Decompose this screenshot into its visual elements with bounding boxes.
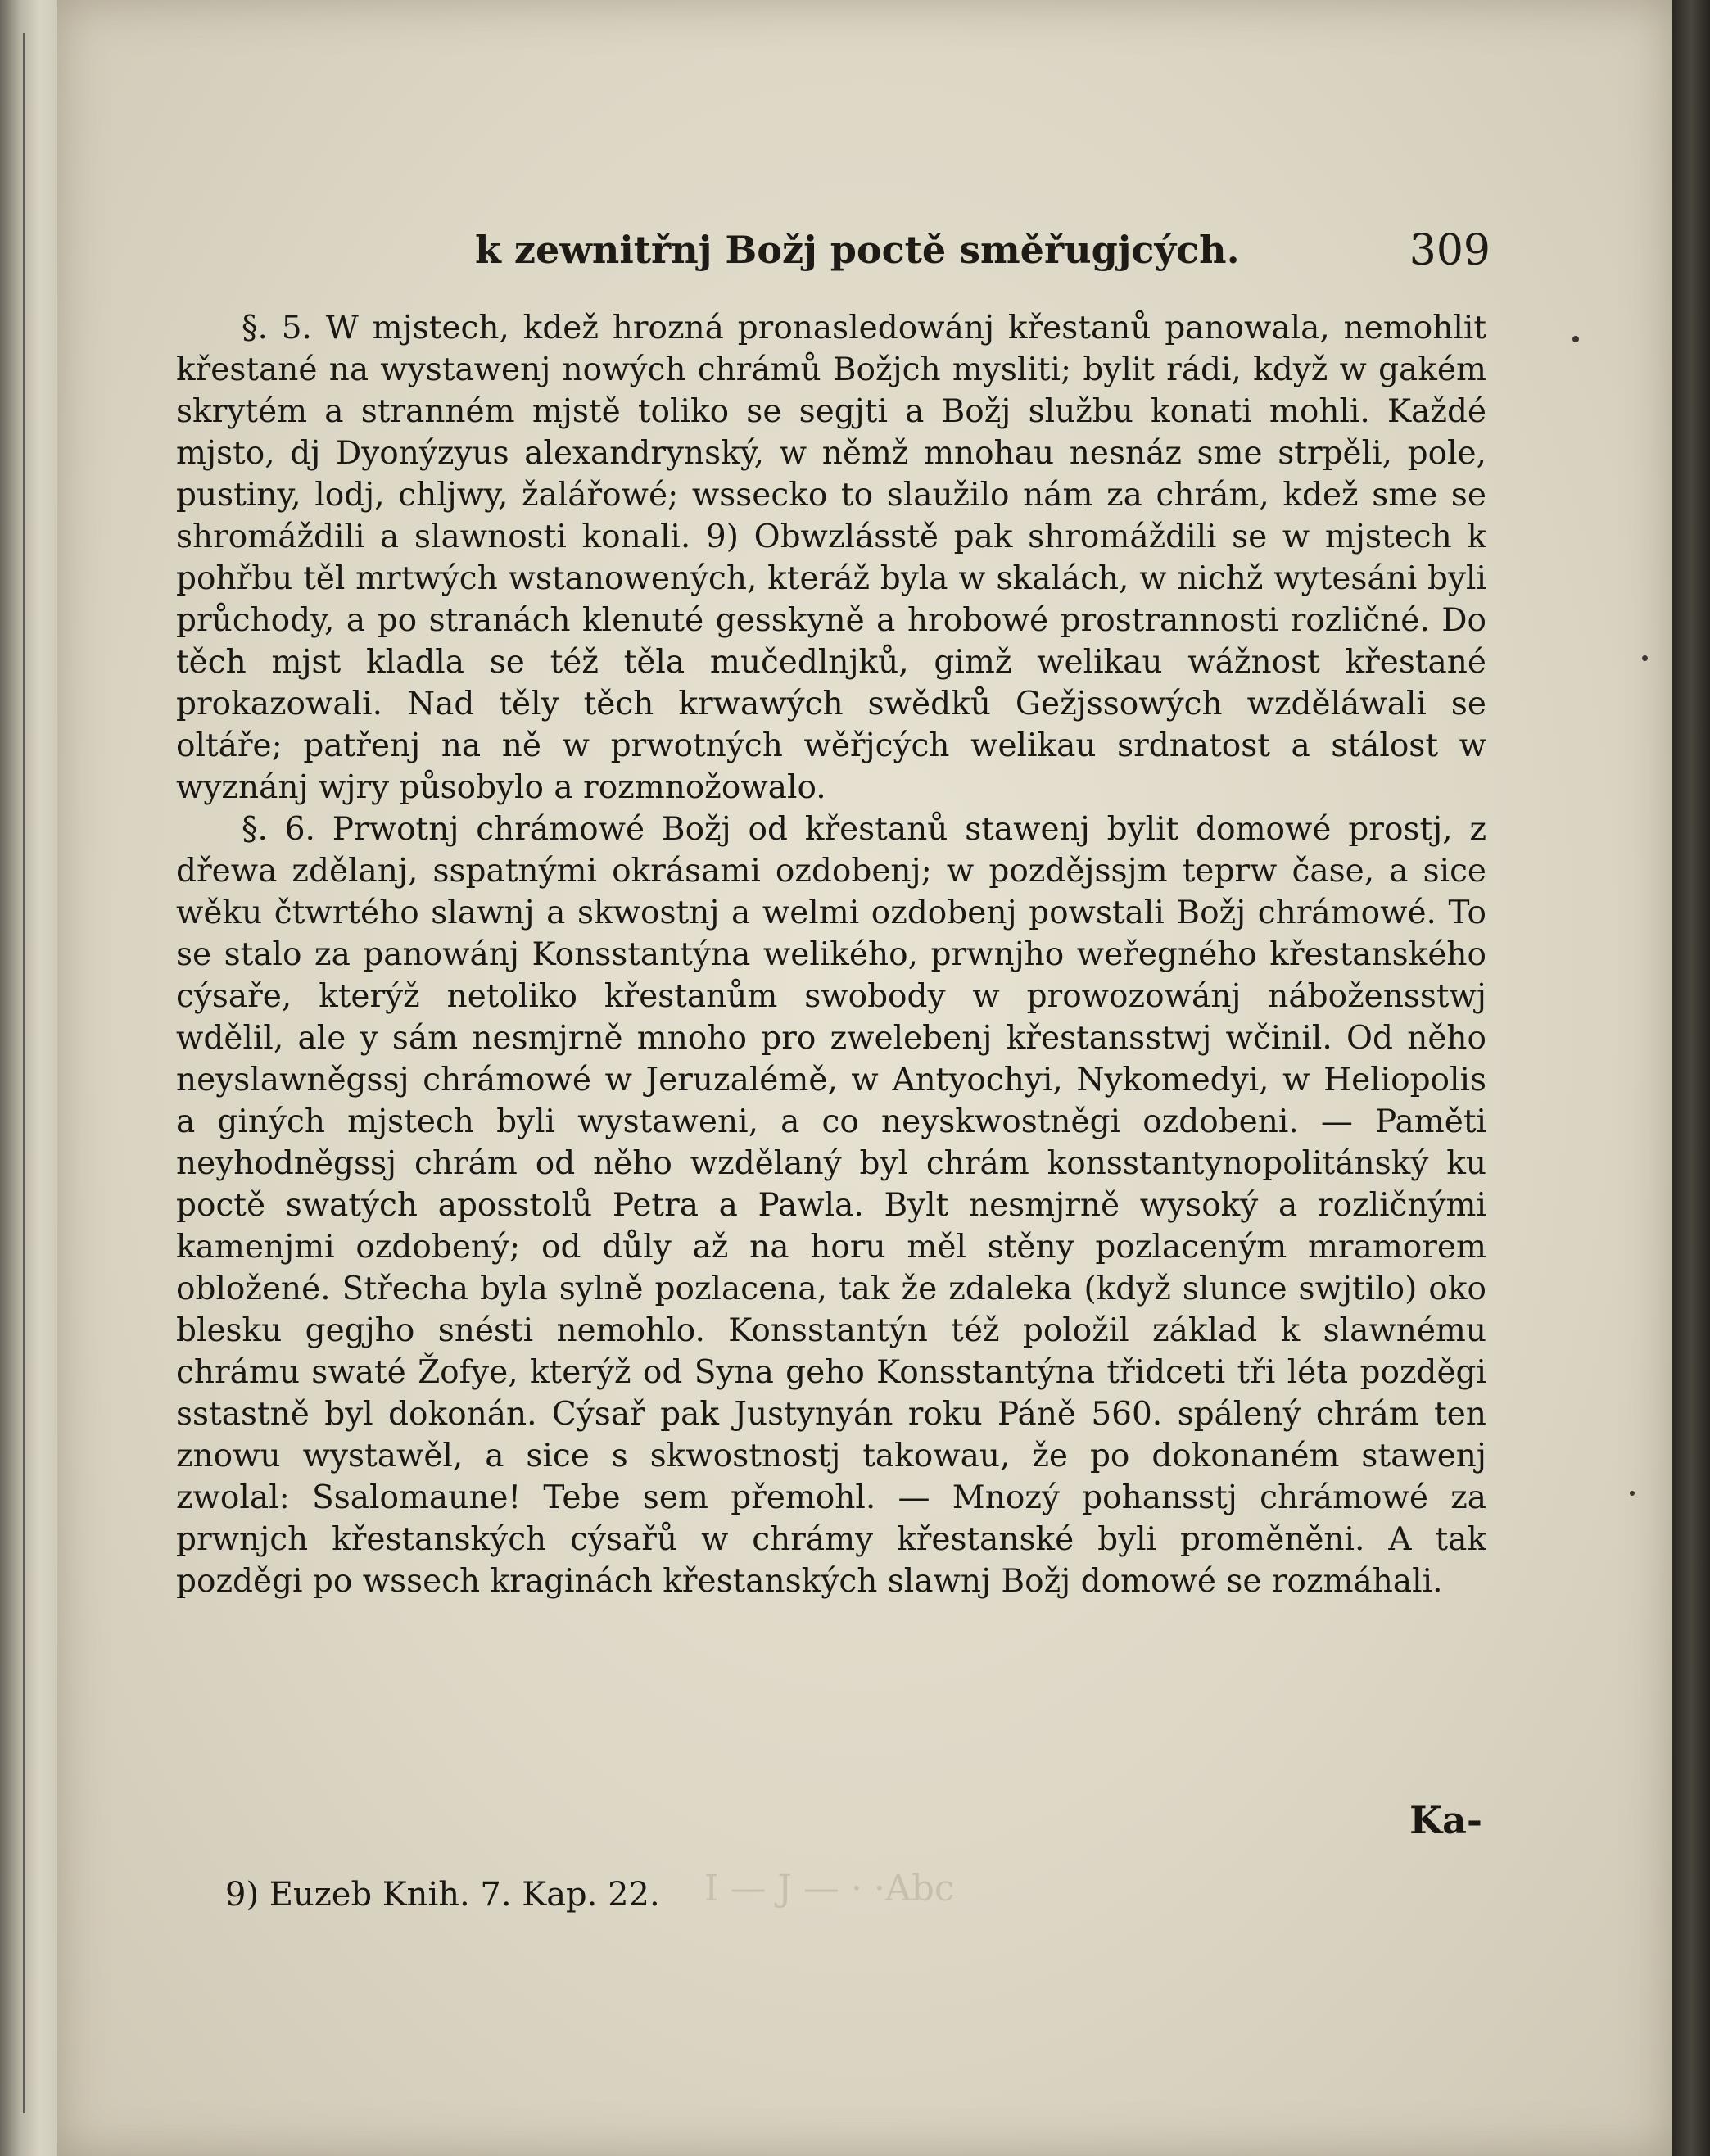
catchword: Ka-	[1409, 1798, 1482, 1842]
book-gutter	[0, 0, 57, 2156]
ink-speck	[1642, 655, 1648, 661]
bleed-through-text: I — J — · ·Abc	[704, 1868, 955, 1909]
paragraph-section-5: §. 5. W mjstech, kdež hrozná pronasledowánj křestanů panowala, nemohlit křestané na wystawenj nowých chrámů Božjch mysliti; bylit rádi, když w gakém skrytém a stranném mjstě toliko se segjti a Božj službu konati mohli. Každé mjsto, dj Dyonýzyus alexandrynský, w němž mnohau nesnáz sme strpěli, pole, pustiny, lodj, chljwy, žalářowé; wssecko to slaužilo nám za chrám, kdež sme se shromáždili a slawnosti konali. 9) Obwzlásstě pak shromáždili se w mjstech k pohřbu těl mrtwých wstanowených, kteráž byla w skalách, w nichž wytesáni byli průchody, a po stranách klenuté gesskyně a hrobowé prostrannosti rozličné. Do těch mjst kladla se též těla mučedlnjků, gimž welikau wážnost křestané prokazowali. Nad těly těch krwawých swědků Gežjssowých wzděláwali se oltáře; patřenj na ně w prwotných wěřjcých welikau srdnatost a stálost w wyznánj wjry působylo a rozmnožowalo.	[176, 310, 1486, 806]
paragraph-section-6: §. 6. Prwotnj chrámowé Božj od křestanů stawenj bylit domowé prostj, z dřewa zdělanj, sspatnými okrásami ozdobenj; w pozdějssjm teprw čase, a sice wěku čtwrtého slawnj a skwostnj a welmi ozdobenj powstali Božj chrámowé. To se stalo za panowánj Konsstantýna welikého, prwnjho weřegného křestanského cýsaře, kterýž netoliko křestanům swobody w prowozowánj nábožensstwj wdělil, ale y sám nesmjrně mnoho pro zwelebenj křestansstwj wčinil. Od něho neyslawněgssj chrámowé w Jeruzalémě, w Antyochyi, Nykomedyi, w Heliopolis a giných mjstech byli wystaweni, a co neyskwostněgi ozdobeni. — Paměti neyhodněgssj chrám od něho wzdělaný byl chrám konsstantynopolitánský ku poctě swatých aposstolů Petra a Pawla. Bylt nesmjrně wysoký a rozličnými kamenjmi ozdobený; od důly až na horu měl stěny pozlaceným mramorem obložené. Střecha byla sylně pozlacena, tak že zdaleka (když slunce swjtilo) oko blesku gegjho snésti nemohlo. Konsstantýn též položil základ k slawnému chrámu swaté Žofye, kterýž od Syna geho Konsstantýna třidceti tři léta pozděgi sstastně byl dokonán. Cýsař pak Justynyán roku Páně 560. spálený chrám ten znowu wystawěl, a sice s skwostnostj takowau, že po dokonaném stawenj zwolal: Ssalomaune! Tebe sem přemohl. — Mnozý pohansstj chrámowé za prwnjch křestanských cýsařů w chrámy křestanské byli proměněni. A tak pozděgi po wssech kraginách křestanských slawnj Božj domowé se rozmáhali.	[176, 811, 1486, 1600]
ink-speck	[1630, 1491, 1635, 1496]
footnote: 9) Euzeb Knih. 7. Kap. 22.	[225, 1876, 660, 1914]
page-right-edge	[1672, 0, 1710, 2156]
running-header: k zewnitřnj Božj poctě směřugjcých.	[475, 228, 1240, 272]
ink-speck	[1572, 336, 1579, 342]
gutter-shadow-line	[23, 33, 25, 2113]
page-number: 309	[1409, 226, 1491, 275]
main-text	[176, 307, 1486, 1790]
